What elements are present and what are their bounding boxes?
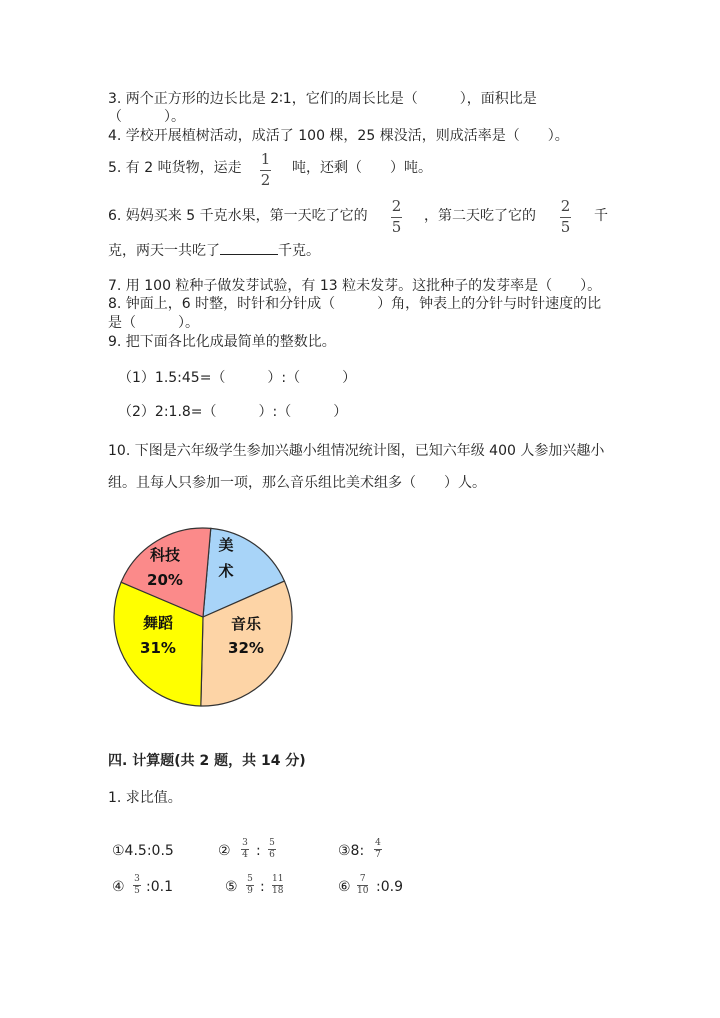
fraction-denominator: 4 (242, 850, 248, 861)
calc-item-5-separator: : (260, 879, 265, 895)
question-4: 4. 学校开展植树活动，成活了 100 棵，25 棵没活，则成活率是（ ）。 (108, 128, 569, 144)
question-5-fraction (260, 152, 271, 189)
calc-item-1: ①4.5:0.5 (112, 843, 174, 859)
calc-item-3-fraction-b (374, 839, 382, 861)
fraction-denominator: 2 (260, 170, 271, 189)
section-4-question-1-title: 1. 求比值。 (108, 790, 182, 806)
calc-item-2-separator: : (256, 843, 261, 859)
fraction-denominator: 10 (357, 886, 369, 897)
fraction-numerator: 1 (260, 150, 271, 168)
calc-item-2-fraction-b (268, 839, 276, 861)
fraction-denominator: 7 (375, 850, 381, 861)
calc-item-4-fraction-a (133, 875, 141, 897)
calc-item-4-marker: ④ (112, 879, 125, 895)
question-6-fraction-1 (391, 199, 402, 236)
calc-item-5-fraction-b (272, 875, 283, 897)
calc-item-6-tail: :0.9 (376, 879, 403, 895)
calc-item-4-tail: :0.1 (146, 879, 173, 895)
question-6-line2 (108, 240, 320, 260)
question-9-title: 9. 把下面各比化成最简单的整数比。 (108, 334, 336, 350)
pie-label-美术-1: 美 (218, 536, 234, 554)
calc-item-5-fraction-a (246, 875, 254, 897)
question-6-text-after: 千 (594, 208, 608, 224)
fraction-numerator: 2 (391, 197, 402, 215)
pie-label-音乐-1: 音乐 (230, 615, 262, 633)
fraction-denominator: 18 (272, 886, 284, 897)
question-9-item-2: （2）2:1.8=（ ）:（ ） (118, 404, 348, 420)
question-8-line1: 8. 钟面上，6 时整，时针和分针成（ ）角，钟表上的分针与时针速度的比 (108, 296, 602, 312)
fraction-denominator: 9 (247, 886, 253, 897)
pie-label-科技-1: 科技 (149, 546, 181, 564)
question-6-line2-before: 克，两天一共吃了 (108, 243, 220, 259)
pie-label-音乐-2: 32% (228, 639, 264, 657)
answer-blank (220, 240, 278, 255)
fraction-denominator: 5 (560, 217, 571, 236)
question-8-line2: 是（ ）。 (108, 315, 199, 331)
calc-item-6-marker: ⑥ (338, 879, 351, 895)
question-3-line2: （ ）。 (108, 109, 185, 125)
pie-label-科技-2: 20% (147, 571, 183, 589)
fraction-numerator: 7 (359, 874, 366, 884)
fraction-numerator: 3 (134, 874, 140, 884)
question-3-line1: 3. 两个正方形的边长比是 2∶1，它们的周长比是（ ），面积比是 (108, 91, 537, 107)
fraction-numerator: 2 (560, 197, 571, 215)
question-6-line2-after: 千克。 (278, 243, 320, 259)
question-10-line2: 组。且每人只参加一项，那么音乐组比美术组多（ ）人。 (108, 475, 486, 491)
calc-item-5-marker: ⑤ (225, 879, 238, 895)
question-10-line1: 10. 下图是六年级学生参加兴趣小组情况统计图，已知六年级 400 人参加兴趣小 (108, 443, 605, 459)
question-9-item-1: （1）1.5:45=（ ）:（ ） (118, 370, 357, 386)
interest-group-pie-chart (100, 515, 310, 725)
question-6-text-before: 6. 妈妈买来 5 千克水果，第一天吃了它的 (108, 208, 368, 224)
fraction-numerator: 4 (375, 838, 381, 848)
fraction-numerator: 5 (269, 838, 275, 848)
question-6-text-middle: ，第二天吃了它的 (424, 208, 536, 224)
section-4-heading: 四. 计算题(共 2 题，共 14 分) (108, 753, 306, 769)
fraction-numerator: 5 (247, 874, 253, 884)
fraction-denominator: 6 (269, 850, 275, 861)
question-6-fraction-2 (560, 199, 571, 236)
calc-item-2-marker: ② (218, 843, 231, 859)
question-5-text-before: 5. 有 2 吨货物，运走 (108, 160, 242, 176)
pie-label-舞蹈-2: 31% (140, 639, 176, 657)
question-5-text-after: 吨，还剩（ ）吨。 (292, 160, 432, 176)
fraction-denominator: 5 (391, 217, 402, 236)
question-7: 7. 用 100 粒种子做发芽试验，有 13 粒未发芽。这批种子的发芽率是（ ）。 (108, 278, 602, 294)
pie-label-舞蹈-1: 舞蹈 (142, 614, 174, 632)
calc-item-3-marker: ③8: (338, 843, 365, 859)
calc-item-2-fraction-a (241, 839, 249, 861)
calc-item-6-fraction-a (357, 875, 368, 897)
fraction-denominator: 5 (134, 886, 140, 897)
fraction-numerator: 11 (272, 874, 284, 884)
fraction-numerator: 3 (242, 838, 248, 848)
pie-label-美术-2: 术 (218, 562, 234, 580)
